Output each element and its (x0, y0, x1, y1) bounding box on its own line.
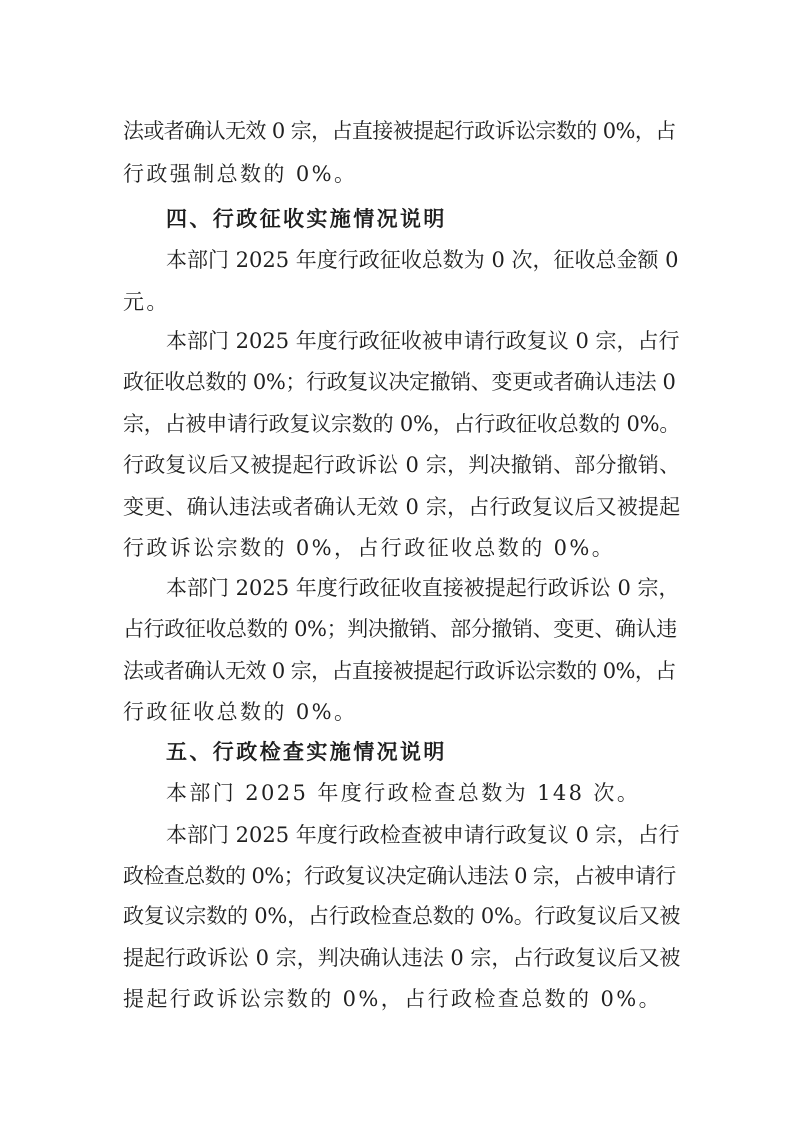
text-line: 行政征收总数的 0%。 (123, 700, 358, 724)
text-line: 行政强制总数的 0%。 (123, 162, 358, 186)
text-line: 行政诉讼宗数的 0%，占行政征收总数的 0%。 (123, 536, 616, 560)
text-line: 政检查总数的 0%；行政复议决定确认违法 0 宗，占被申请行 (123, 864, 676, 888)
text-line: 元。 (123, 290, 170, 314)
section-heading-5: 五、行政检查实施情况说明 (166, 739, 447, 764)
text-line: 行政复议后又被提起行政诉讼 0 宗，判决撤销、部分撤销、 (123, 453, 681, 477)
text-line: 本部门 2025 年度行政征收被申请行政复议 0 宗，占行 (166, 329, 680, 353)
text-line: 政征收总数的 0%；行政复议决定撤销、变更或者确认违法 0 (123, 370, 676, 394)
text-line: 宗，占被申请行政复议宗数的 0%，占行政征收总数的 0%。 (123, 412, 681, 436)
text-line: 本部门 2025 年度行政征收直接被提起行政诉讼 0 宗， (166, 576, 680, 600)
section-heading-4: 四、行政征收实施情况说明 (166, 206, 447, 231)
text-line: 政复议宗数的 0%，占行政检查总数的 0%。行政复议后又被 (123, 904, 681, 928)
text-line: 提起行政诉讼宗数的 0%，占行政检查总数的 0%。 (123, 987, 662, 1011)
text-line: 法或者确认无效 0 宗，占直接被提起行政诉讼宗数的 0%，占 (123, 119, 676, 143)
text-line: 占行政征收总数的 0%；判决撤销、部分撤销、变更、确认违 (123, 617, 677, 641)
text-line: 变更、确认违法或者确认无效 0 宗，占行政复议后又被提起 (123, 495, 681, 519)
text-line: 本部门 2025 年度行政征收总数为 0 次，征收总金额 0 (166, 248, 679, 272)
text-line: 本部门 2025 年度行政检查被申请行政复议 0 宗，占行 (166, 823, 680, 847)
text-line: 本部门 2025 年度行政检查总数为 148 次。 (166, 781, 641, 805)
text-line: 提起行政诉讼 0 宗，判决确认违法 0 宗，占行政复议后又被 (123, 946, 681, 970)
text-line: 法或者确认无效 0 宗，占直接被提起行政诉讼宗数的 0%，占 (123, 659, 676, 683)
